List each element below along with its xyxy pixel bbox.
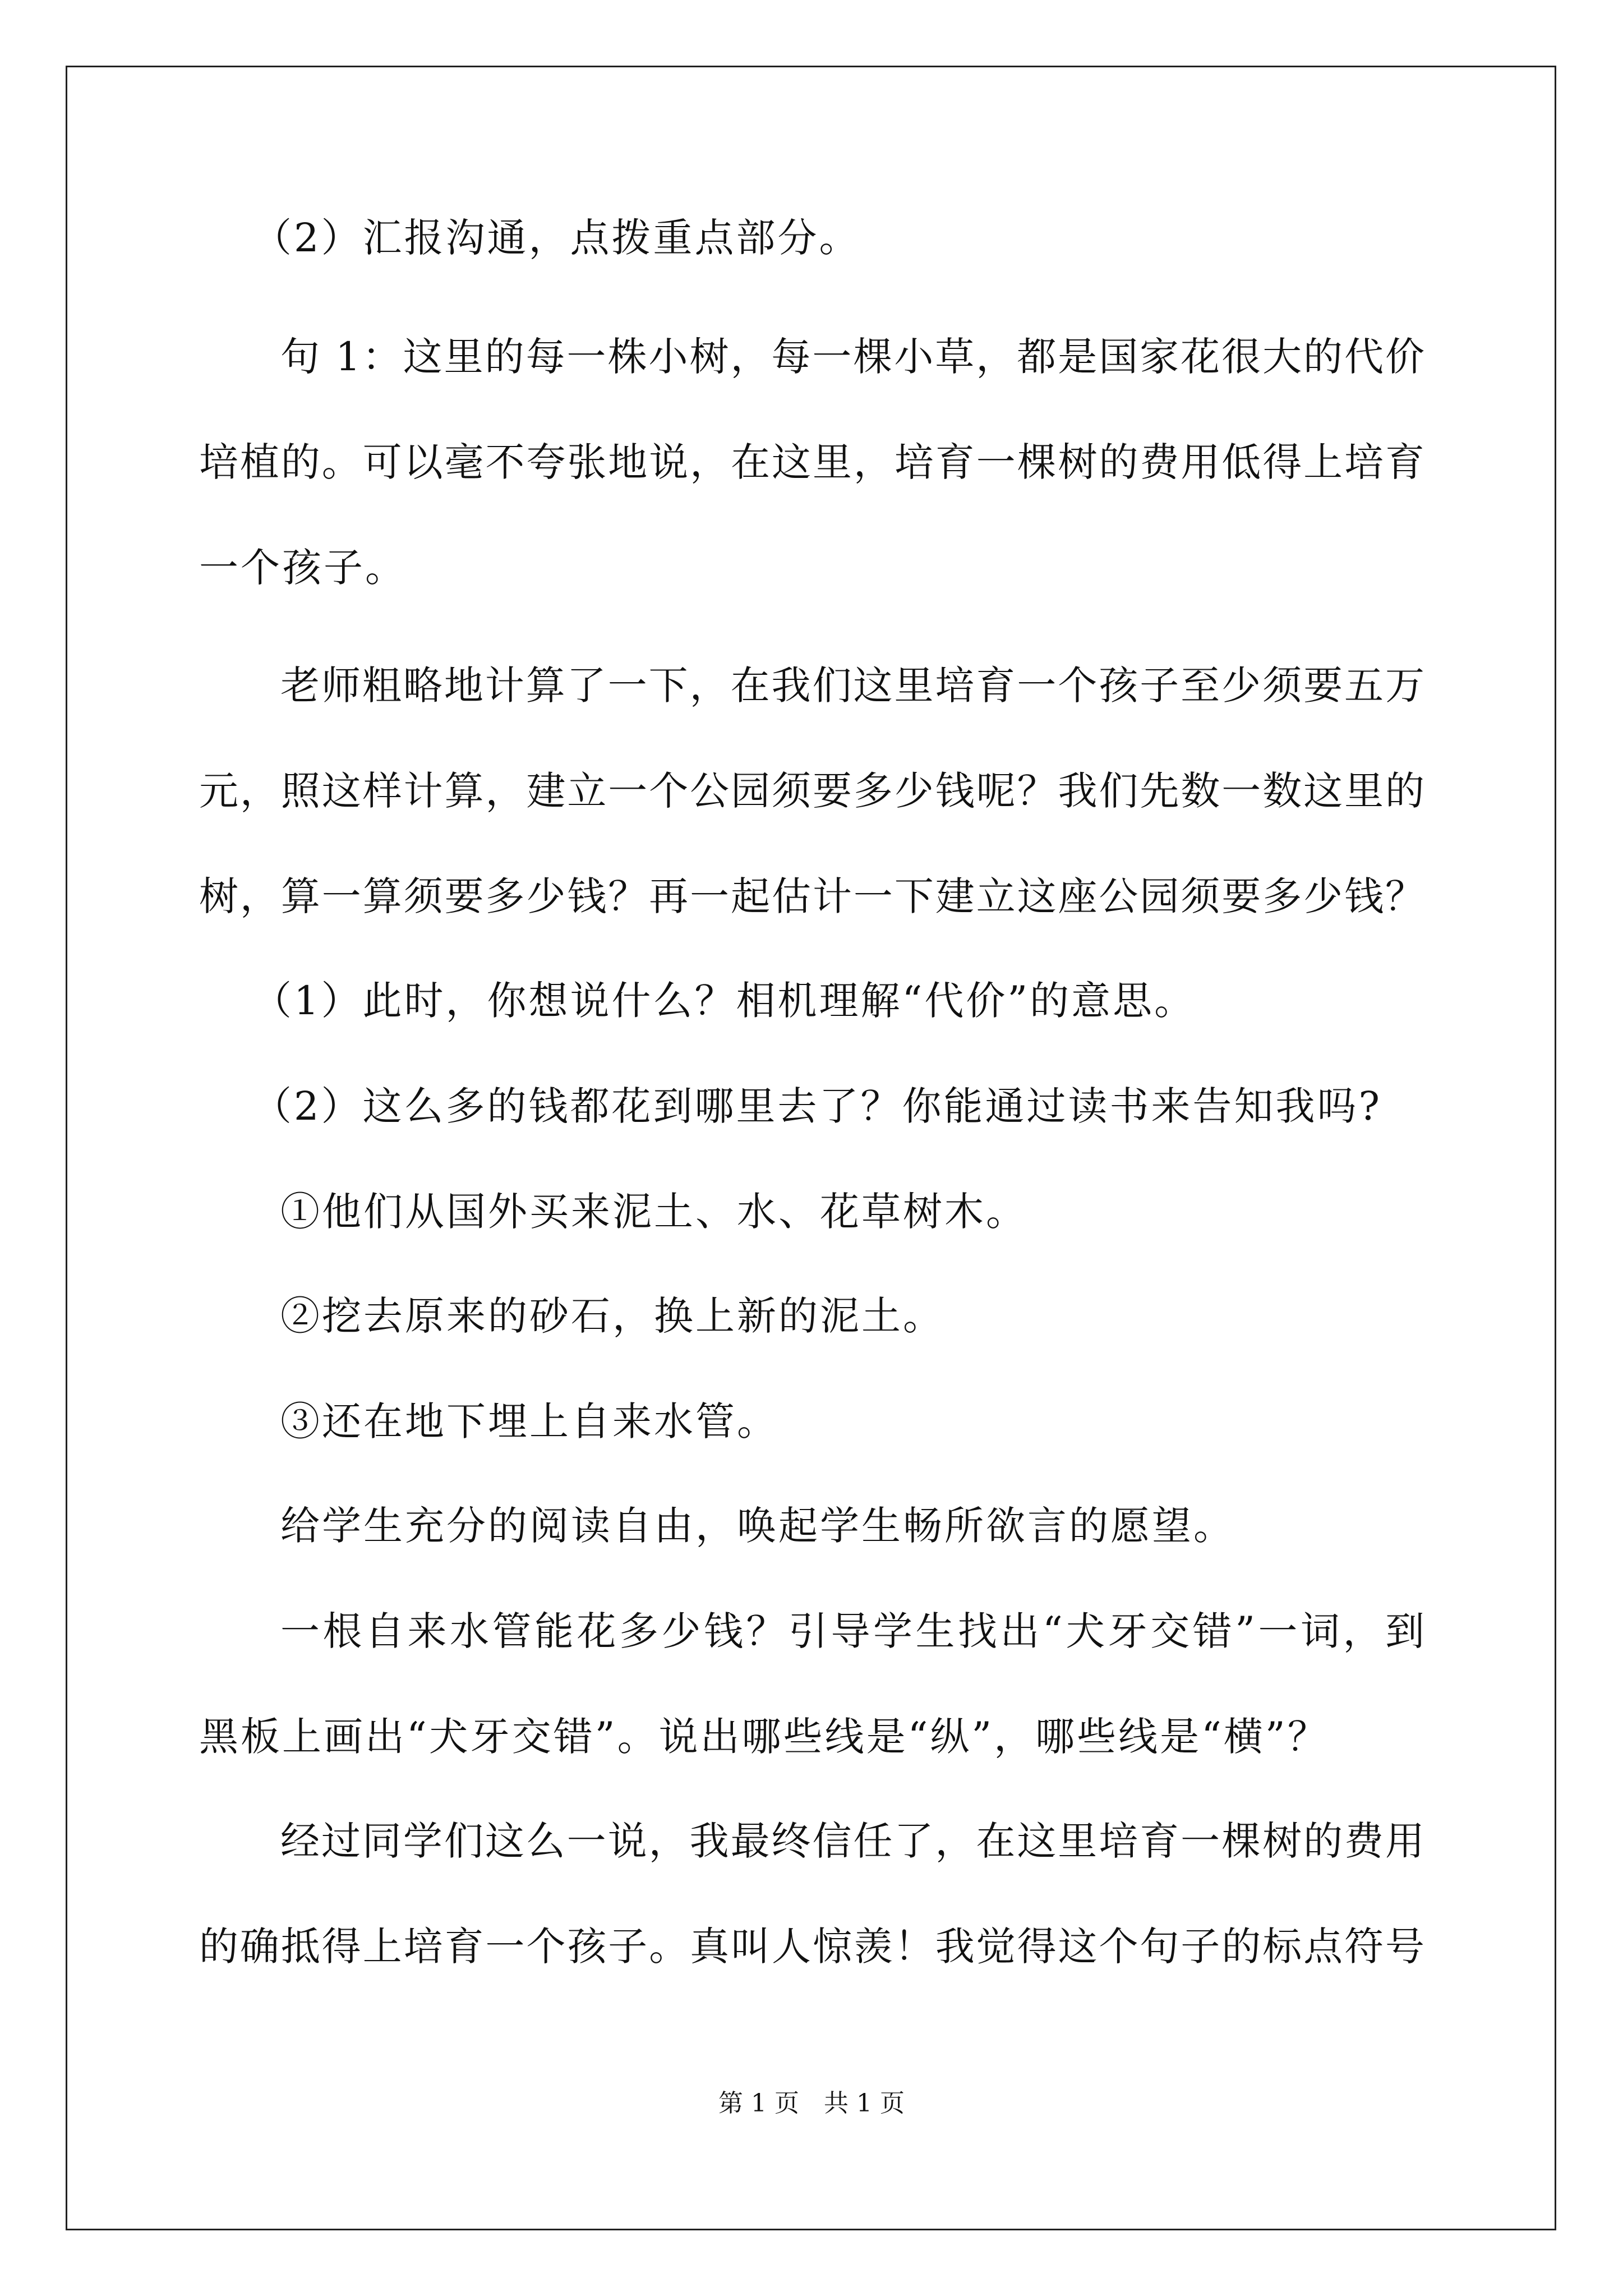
paragraph-line: 的确抵得上培育一个孩子。真叫人惊羡！我觉得这个句子的标点符号 (199, 1924, 1424, 1970)
paragraph-line: （1）此时，你想说什么？相机理解“代价”的意思。 (252, 978, 1196, 1024)
paragraph-line: 句 1：这里的每一株小树，每一棵小草，都是国家花很大的代价 (280, 334, 1424, 380)
paragraph-line: 一个孩子。 (199, 545, 407, 591)
paragraph-line: ②挖去原来的砂石，换上新的泥土。 (280, 1293, 944, 1339)
page-footer: 第 1 页 共 1 页 (718, 2089, 905, 2118)
paragraph-line: 培植的。可以毫不夸张地说，在这里，培育一棵树的费用低得上培育 (199, 439, 1424, 485)
paragraph-line: 一根自来水管能花多少钱？引导学生找出“犬牙交错”一词，到 (280, 1608, 1424, 1654)
page-border (66, 66, 1556, 2230)
paragraph-line: 树，算一算须要多少钱？再一起估计一下建立这座公园须要多少钱？ (199, 873, 1424, 919)
paragraph-line: （2）这么多的钱都花到哪里去了？你能通过读书来告知我吗? (252, 1083, 1382, 1129)
paragraph-line: 给学生充分的阅读自由，唤起学生畅所欲言的愿望。 (280, 1503, 1235, 1549)
paragraph-line: 老师粗略地计算了一下，在我们这里培育一个孩子至少须要五万 (280, 662, 1424, 708)
paragraph-line: 黑板上画出“犬牙交错”。说出哪些线是“纵”，哪些线是“横”？ (199, 1714, 1329, 1760)
paragraph-line: （2）汇报沟通，点拨重点部分。 (252, 215, 861, 261)
paragraph-line: 元，照这样计算，建立一个公园须要多少钱呢？我们先数一数这里的 (199, 768, 1424, 814)
paragraph-line: ③还在地下埋上自来水管。 (280, 1398, 778, 1444)
paragraph-line: ①他们从国外买来泥土、水、花草树木。 (280, 1189, 1027, 1235)
paragraph-line: 经过同学们这么一说，我最终信任了，在这里培育一棵树的费用 (280, 1818, 1424, 1864)
